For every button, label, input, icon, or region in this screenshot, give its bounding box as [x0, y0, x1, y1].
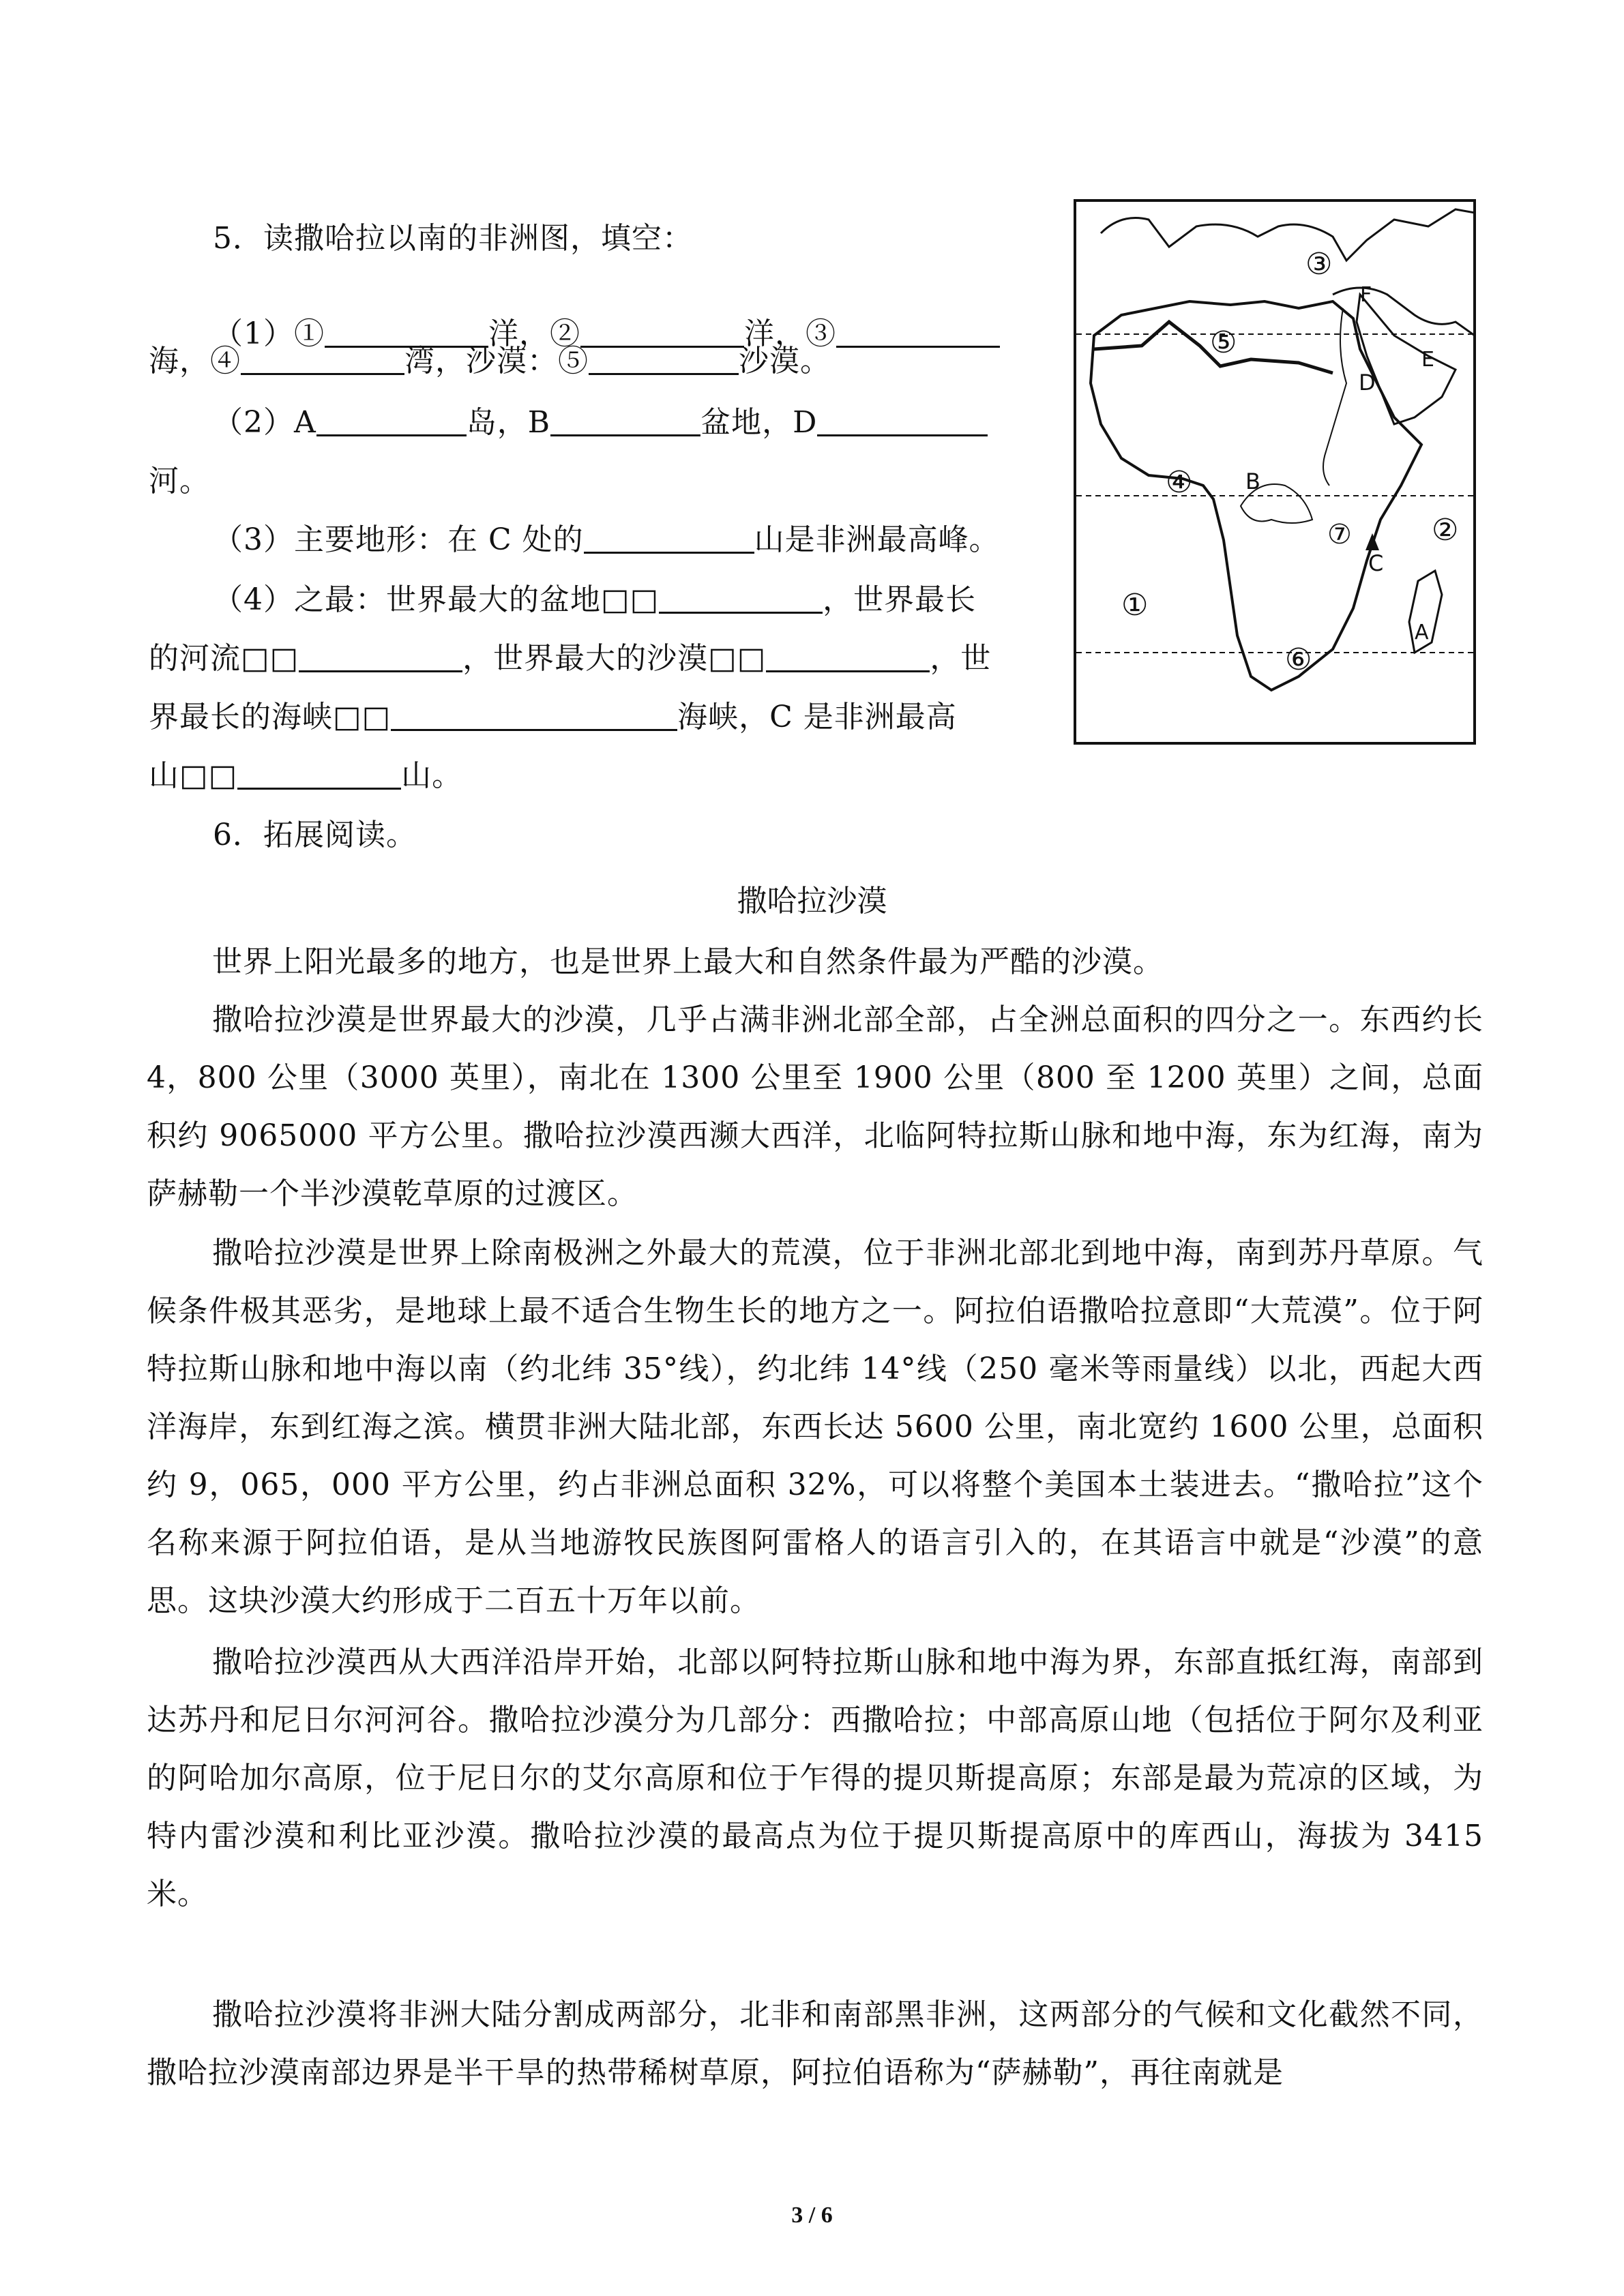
q5-stem: 5．读撒哈拉以南的非洲图，填空：: [213, 221, 693, 256]
answer-blank-longest-river[interactable]: [299, 640, 462, 672]
answer-blank-desert-5[interactable]: [589, 343, 739, 375]
map-label-2: ②: [1432, 513, 1459, 548]
q5-p1-text-a: （1）①: [213, 316, 325, 351]
q5-p1-text-e: 湾，沙漠：⑤: [404, 344, 589, 378]
article-paragraph-4: 撒哈拉沙漠西从大西洋沿岸开始，北部以阿特拉斯山脉和地中海为界，东部直抵红海，南部到达苏丹和尼日尔河河谷。撒哈拉沙漠分为几部分：西撒哈拉；中部高原山地（包括位于阿尔及利亚的阿哈加尔高原，位于尼日尔的艾尔高原和位于乍得的提贝斯提高原；东部是最为荒凉的区域，为特内雷沙漠和利比亚沙漠。撒哈拉沙漠的最高点为位于提贝斯提高原中的库西山，海拔为 3415 米。: [147, 1645, 1483, 1911]
map-label-d: D: [1359, 370, 1376, 396]
map-label-1: ①: [1121, 588, 1149, 623]
article-paragraph-2: 撒哈拉沙漠是世界最大的沙漠，几乎占满非洲北部全部，占全洲总面积的四分之一。东西约长 4，800 公里（3000 英里），南北在 1300 公里至 1900 公里（800 至 1200 英里）之间，总面积约 9065000 平方公里。撒哈拉沙漠西濒大西洋，北临阿特拉斯山脉和地中海，东为红海，南为萨赫勒一个半沙漠乾草原的过渡区。: [147, 1002, 1483, 1211]
answer-blank-mountain-c[interactable]: [584, 522, 754, 554]
q5-p1-text-d: 海，④: [149, 344, 241, 378]
q5-p4-text-f: 界最长的海峡□□: [149, 700, 392, 734]
q5-p2-text-a: （2）A: [213, 405, 316, 440]
article-paragraph-3: 撒哈拉沙漠是世界上除南极洲之外最大的荒漠，位于非洲北部北到地中海，南到苏丹草原。气候条件极其恶劣，是地球上最不适合生物生长的地方之一。阿拉伯语撒哈拉意即“大荒漠”。位于阿特拉斯山脉和地中海以南（约北纬 35°线），约北纬 14°线（250 毫米等雨量线）以北，西起大西洋海岸，东到红海之滨。横贯非洲大陆北部，东西长达 5600 公里，南北宽约 1600 公里，总面积约 9，065，000 平方公里，约占非洲总面积 32%，可以将整个美国本土装进去。“撒哈拉”这个名称来源于阿拉伯语，是从当地游牧民族图阿雷格人的语言引入的，在其语言中就是“沙漠”的意思。这块沙漠大约形成于二百五十万年以前。: [147, 1236, 1484, 1618]
map-label-4: ④: [1166, 465, 1193, 500]
q5-p4-text-e: ，世: [930, 641, 992, 676]
q5-p4-text-g: 海峡，C 是非洲最高: [677, 700, 957, 734]
q5-p4-text-b: ，世界最长: [823, 582, 977, 617]
q5-p4-text-h: 山□□: [149, 758, 238, 793]
answer-blank-river-d[interactable]: [817, 404, 988, 436]
article-paragraph-5: 撒哈拉沙漠将非洲大陆分割成两部分，北非和南部黑非洲，这两部分的气候和文化截然不同，撒哈拉沙漠南部边界是半干旱的热带稀树草原，阿拉伯语称为“萨赫勒”，再往南就是: [147, 1997, 1483, 2090]
answer-blank-gulf-4[interactable]: [241, 343, 404, 375]
answer-blank-largest-basin[interactable]: [659, 582, 823, 614]
map-frame: [1075, 200, 1475, 743]
map-label-c: C: [1368, 550, 1384, 576]
q5-p4-text-d: ，世界最大的沙漠□□: [462, 641, 767, 676]
answer-blank-largest-desert[interactable]: [766, 640, 930, 672]
page-number: 3 / 6: [791, 2203, 833, 2228]
map-label-7: ⑦: [1327, 519, 1352, 550]
q5-p1-text-b: 洋，②: [488, 316, 580, 351]
africa-map: [1074, 199, 1476, 745]
answer-blank-sea-3[interactable]: [836, 316, 1000, 348]
q5-p2-text-d: 河。: [149, 464, 210, 498]
answer-blank-basin-b[interactable]: [550, 404, 700, 436]
map-label-a: A: [1415, 621, 1429, 644]
article-title: 撒哈拉沙漠: [737, 884, 887, 919]
q5-p3-text-a: （3）主要地形：在 C 处的: [213, 522, 584, 557]
q5-part4-line3: [149, 697, 957, 738]
q6-stem: 6．拓展阅读。: [213, 818, 417, 852]
map-label-5: ⑤: [1210, 325, 1237, 360]
q5-p3-text-b: 山是非洲最高峰。: [754, 522, 1000, 557]
map-label-f: F: [1360, 283, 1372, 307]
q5-p1-text-c: 洋，③: [744, 316, 836, 351]
q5-p2-text-c: 盆地，D: [700, 405, 818, 440]
map-label-b: B: [1245, 468, 1260, 494]
q5-part2-line1: [213, 402, 988, 443]
q5-p4-text-a: （4）之最：世界最大的盆地□□: [213, 582, 660, 617]
map-label-e: E: [1421, 348, 1434, 372]
map-label-3: ③: [1305, 247, 1333, 282]
q5-p1-text-f: 沙漠。: [739, 344, 831, 378]
q5-part1-line2: [149, 341, 831, 382]
q5-part3: [213, 520, 1000, 561]
q5-part4-line4: [149, 756, 462, 796]
q5-p4-text-c: 的河流□□: [149, 641, 299, 676]
q5-p4-text-i: 山。: [401, 758, 463, 793]
answer-blank-island-a[interactable]: [316, 404, 467, 436]
q5-part4-line2: [149, 638, 991, 679]
answer-blank-highest-mountain[interactable]: [237, 758, 401, 790]
q5-p2-text-b: 岛，B: [466, 405, 551, 440]
map-label-6: ⑥: [1285, 642, 1312, 677]
answer-blank-longest-strait[interactable]: [391, 699, 677, 731]
q5-part4-line1: [213, 580, 976, 621]
article-paragraph-1: 世界上阳光最多的地方，也是世界上最大和自然条件最为严酷的沙漠。: [212, 944, 1164, 979]
